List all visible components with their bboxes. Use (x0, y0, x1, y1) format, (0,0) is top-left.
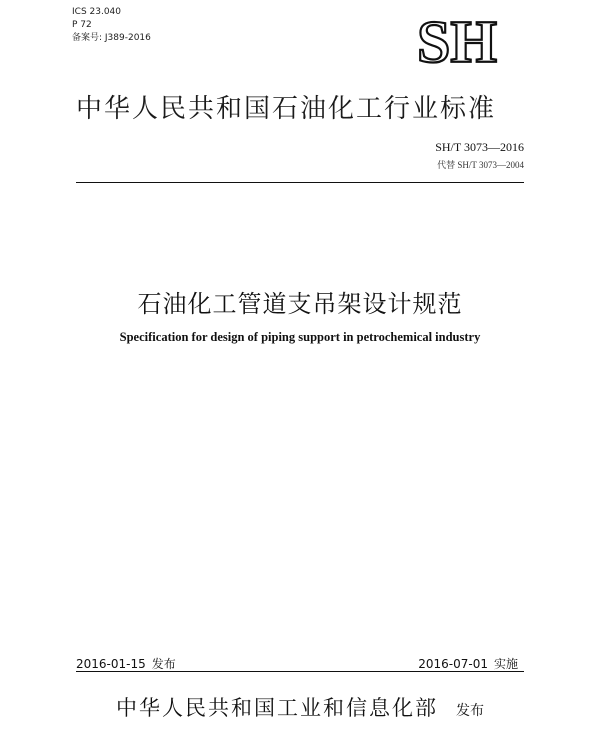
replaces-standard: 代替 SH/T 3073—2004 (437, 160, 524, 170)
document-title-en: Specification for design of piping support in petrochemical industry (119, 330, 481, 344)
top-divider (76, 182, 524, 183)
classification-block (72, 6, 151, 45)
document-title-cn: 石油化工管道支吊架设计规范 (137, 290, 463, 318)
ccs-code: P 72 (72, 20, 92, 30)
standard-number: SH/T 3073—2016 (435, 140, 524, 154)
standard-type-heading: 中华人民共和国石油化工行业标准 (76, 94, 497, 124)
sh-logo (398, 12, 516, 70)
publisher-block (0, 692, 600, 722)
bottom-divider (76, 671, 524, 672)
filing-number: 备案号: J389-2016 (72, 33, 151, 43)
sh-logo-text: SH (416, 12, 498, 70)
issue-date-block (76, 655, 182, 672)
publisher-action: 发布 (456, 703, 484, 719)
effective-date: 2016-07-01 (418, 657, 488, 671)
effective-date-block (418, 655, 524, 672)
publisher-name: 中华人民共和国工业和信息化部 (116, 696, 438, 720)
effective-label: 实施 (493, 657, 518, 671)
issue-date: 2016-01-15 (76, 657, 146, 671)
ics-code: ICS 23.040 (72, 7, 122, 17)
issue-label: 发布 (151, 657, 176, 671)
